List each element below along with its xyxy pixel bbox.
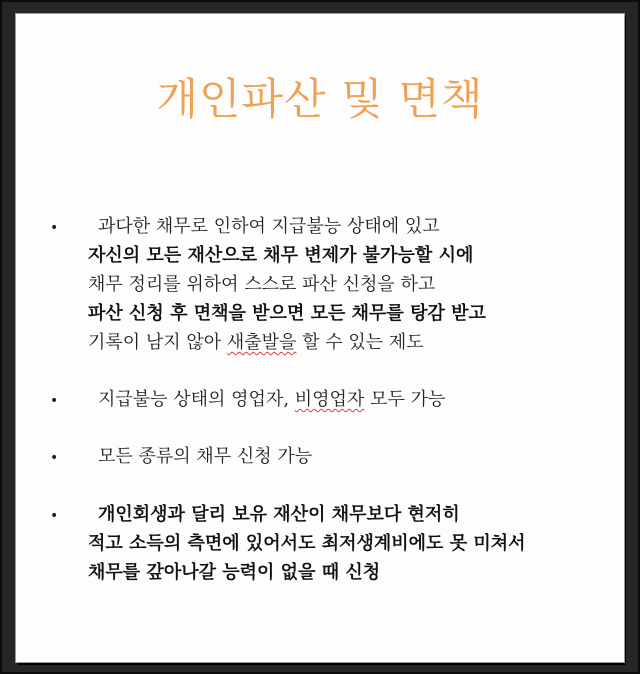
bullet-marker: •: [50, 450, 59, 466]
bullet-marker: •: [50, 508, 59, 524]
bullet1-line2: 자신의 모든 재산으로 채무 변제가 불가능할 시에: [88, 245, 474, 266]
bullet1-line1: 과다한 채무로 인하여 지급불능 상태에 있고: [98, 216, 440, 237]
spellcheck-word-new-start: 새출발을: [226, 332, 297, 353]
bullet4-line2: 적고 소득의 측면에 있어서도 최저생계비에도 못 미쳐서: [88, 533, 526, 554]
bullet1-line5: [88, 330, 424, 356]
slide: [16, 14, 624, 662]
bullet-list: [16, 14, 624, 662]
bullet4-line1: 개인회생과 달리 보유 재산이 채무보다 현저히: [98, 504, 460, 525]
spellcheck-word-non-business: 비영업자: [294, 389, 365, 410]
bullet1-line4: 파산 신청 후 면책을 받으면 모든 채무를 탕감 받고: [88, 303, 486, 324]
bullet1-line3: 채무 정리를 위하여 스스로 파산 신청을 하고: [88, 274, 436, 295]
bullet4-line3: 채무를 갚아나갈 능력이 없을 때 신청: [88, 562, 381, 583]
bullet1-line5-end: 할 수 있는 제도: [296, 332, 424, 353]
bullet2-end: 모두 가능: [364, 389, 446, 410]
bullet2-line1: [98, 387, 445, 413]
bullet-marker: •: [50, 393, 59, 409]
slide-title: 개인파산 및 면책: [156, 75, 484, 125]
bullet3-line1: 모든 종류의 채무 신청 가능: [98, 446, 313, 467]
bullet1-line5-start: 기록이 남지 않아: [88, 332, 227, 353]
bullet-marker: •: [50, 220, 59, 236]
bullet2-start: 지급불능 상태의 영업자,: [98, 389, 295, 410]
